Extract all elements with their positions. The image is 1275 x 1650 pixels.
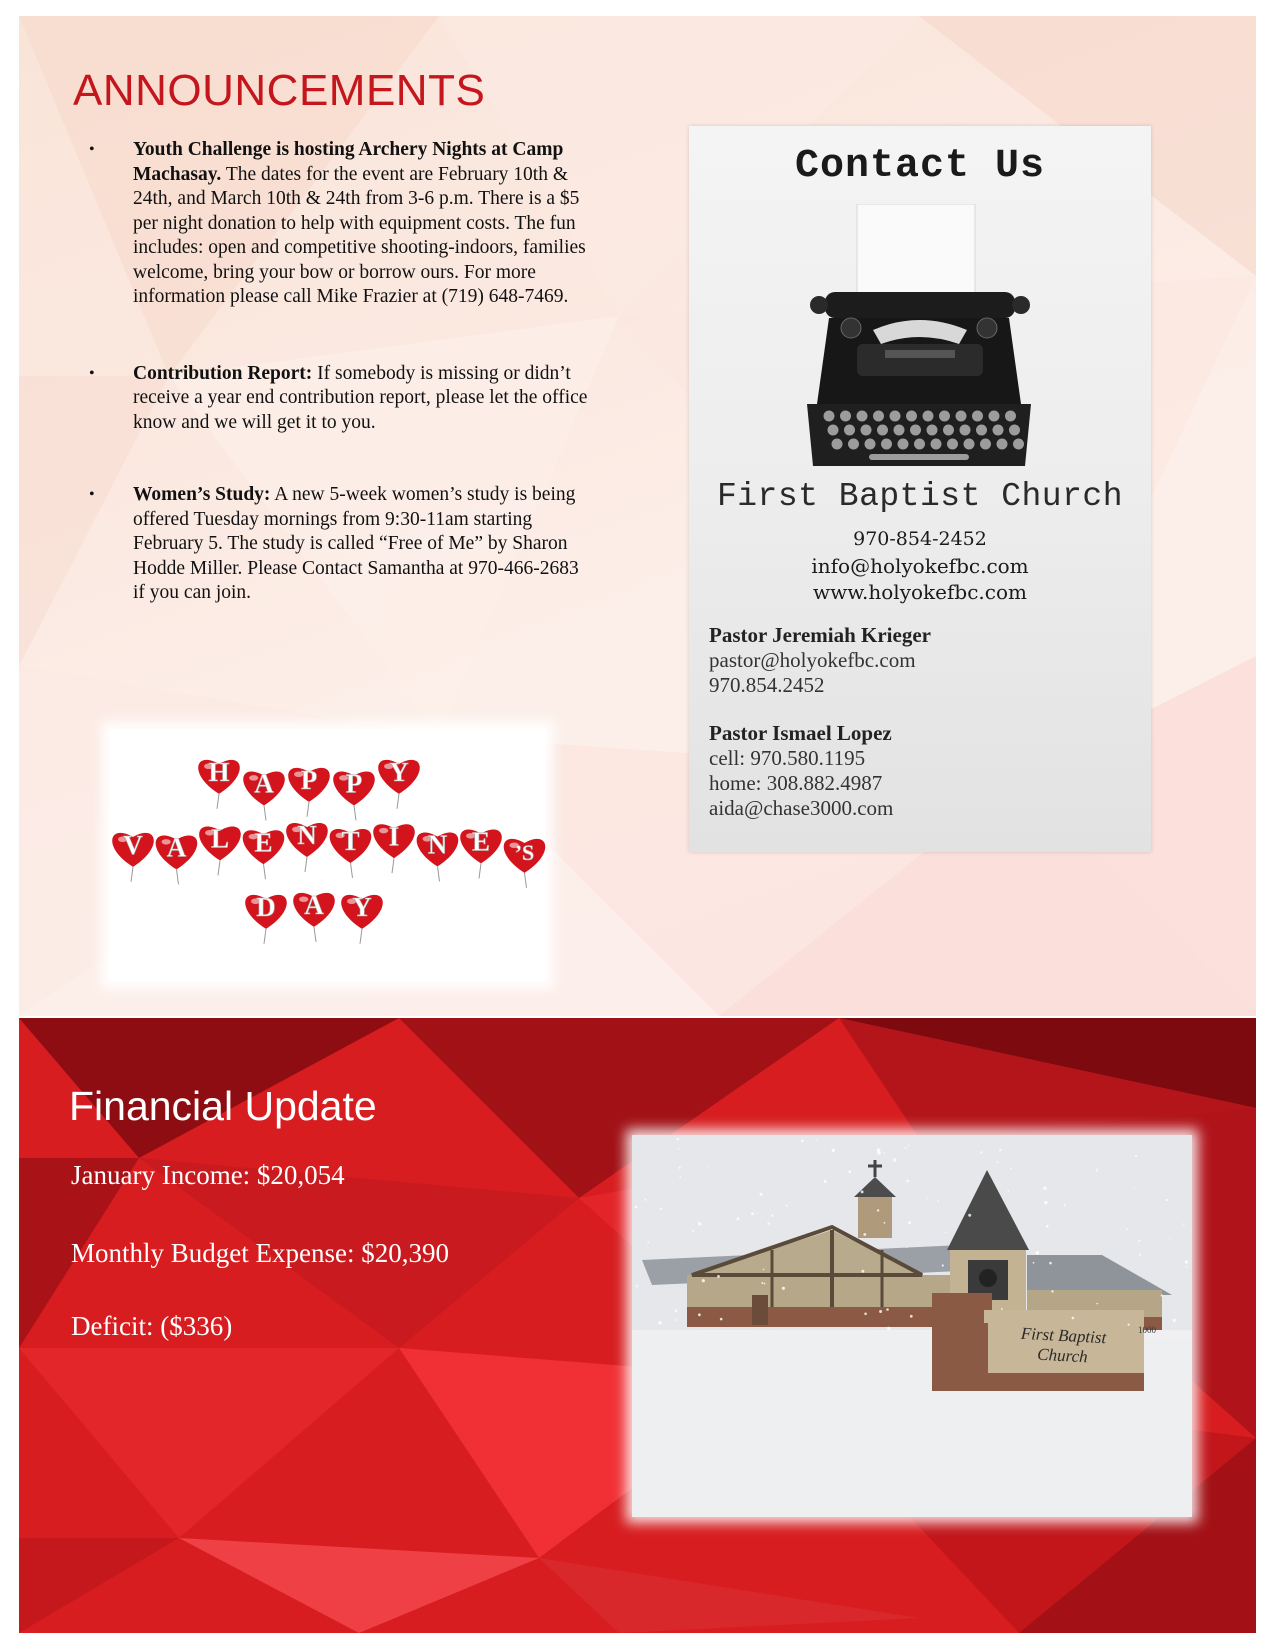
- balloon-string: [177, 869, 179, 884]
- snowflake: [863, 1233, 866, 1236]
- pastor-name: Pastor Jeremiah Krieger: [709, 623, 931, 647]
- balloon-string: [354, 806, 356, 821]
- snowflake: [771, 1214, 773, 1216]
- typewriter-key: [923, 411, 934, 422]
- snowflake: [1044, 1201, 1047, 1204]
- balloon-string: [218, 860, 220, 875]
- church-email[interactable]: info@holyokefbc.com: [811, 554, 1029, 578]
- snowflake: [1138, 1240, 1140, 1242]
- snowflake: [698, 1222, 701, 1225]
- heart-letter: N: [297, 820, 317, 851]
- snowflake: [879, 1310, 882, 1313]
- snowflake: [1185, 1260, 1188, 1263]
- financial-title: Financial Update: [69, 1083, 377, 1129]
- pastor-home: home: 308.882.4987: [709, 771, 883, 795]
- deficit-line: Deficit: ($336): [71, 1311, 233, 1341]
- sign-number: 1000: [1138, 1325, 1156, 1335]
- announcements-panel: [19, 16, 1256, 1016]
- pastor-block: [709, 721, 893, 821]
- snowflake: [767, 1222, 769, 1224]
- snowflake: [893, 1158, 896, 1161]
- snowflake: [1036, 1251, 1040, 1255]
- contact-card: [689, 126, 1151, 852]
- snowflake: [862, 1270, 865, 1273]
- heart-balloon: [245, 892, 287, 944]
- typewriter-key: [865, 439, 876, 450]
- heart-letter: ’S: [514, 840, 535, 865]
- heart-letter: A: [254, 768, 274, 799]
- balloon-string: [392, 858, 394, 873]
- snowflake: [763, 1269, 765, 1271]
- announcements-list: [73, 138, 593, 654]
- snowflake: [635, 1206, 638, 1209]
- typewriter-spacebar: [869, 454, 969, 460]
- church-building-image: [632, 1135, 1192, 1517]
- heart-balloon: [198, 757, 240, 809]
- typewriter-key: [906, 411, 917, 422]
- snowflake: [1166, 1199, 1168, 1201]
- heart-letter: E: [254, 827, 273, 858]
- typewriter-key: [956, 411, 967, 422]
- list-item: [73, 138, 593, 310]
- heart-letter: Y: [389, 757, 409, 787]
- snowflake: [910, 1315, 913, 1318]
- typewriter-key: [881, 439, 892, 450]
- heart-balloon: [373, 821, 415, 873]
- balloon-string: [217, 794, 219, 809]
- balloon-string: [479, 863, 481, 878]
- snowflake: [1064, 1204, 1066, 1206]
- financial-panel: [19, 1018, 1256, 1633]
- snowflake: [751, 1212, 754, 1215]
- typewriter-key: [972, 411, 983, 422]
- heart-balloon: [330, 826, 372, 878]
- balloon-string: [351, 863, 353, 878]
- snowflake: [1135, 1155, 1137, 1157]
- snowflake: [698, 1313, 701, 1316]
- pastor-email[interactable]: aida@chase3000.com: [709, 796, 894, 820]
- snowflake: [997, 1161, 999, 1163]
- typewriter-key: [989, 411, 1000, 422]
- church-name: First Baptist Church: [716, 478, 1124, 515]
- balloon-string: [264, 864, 266, 879]
- snowflake: [848, 1170, 851, 1173]
- snowflake: [761, 1282, 763, 1284]
- typewriter-key: [943, 425, 954, 436]
- pastor-cell: cell: 970.580.1195: [709, 746, 866, 770]
- church-photo: [632, 1135, 1192, 1517]
- typewriter-key: [877, 425, 888, 436]
- snowflake: [1096, 1170, 1098, 1172]
- typewriter-key: [1005, 411, 1016, 422]
- heart-balloon: [243, 827, 285, 879]
- snowflake: [1033, 1262, 1035, 1264]
- balloon-string: [525, 873, 527, 888]
- typewriter-icon: [799, 204, 1039, 474]
- snowflake: [1139, 1254, 1141, 1256]
- list-item: [73, 362, 593, 436]
- snowflake: [1133, 1187, 1134, 1188]
- snowflake: [645, 1199, 647, 1201]
- snowflake: [905, 1147, 907, 1149]
- typewriter-key: [861, 425, 872, 436]
- pastor-block: [709, 623, 931, 698]
- heart-letter: P: [300, 765, 318, 795]
- snowflake: [737, 1218, 740, 1221]
- snowflake: [679, 1176, 681, 1178]
- heart-letter: E: [471, 826, 491, 857]
- snowflake: [968, 1214, 971, 1217]
- typewriter-key: [840, 411, 851, 422]
- snowflake: [1010, 1168, 1012, 1170]
- heart-letter: T: [341, 826, 360, 857]
- heart-letter: D: [256, 892, 276, 922]
- heart-letter: I: [388, 821, 400, 852]
- income-line: January Income: $20,054: [71, 1160, 345, 1190]
- heart-shine: [379, 828, 388, 834]
- snowflake: [887, 1327, 890, 1330]
- snowflake: [782, 1287, 785, 1290]
- heart-balloon: [504, 839, 546, 888]
- church-phone: 970-854-2452: [853, 528, 987, 550]
- typewriter-key: [914, 439, 925, 450]
- church-website[interactable]: www.holyokefbc.com: [813, 580, 1027, 604]
- heart-letter: P: [345, 768, 363, 799]
- snowflake: [660, 1208, 662, 1210]
- typewriter-key: [997, 439, 1008, 450]
- heart-letter: L: [210, 823, 230, 854]
- heart-balloon: [460, 827, 502, 879]
- typewriter-key: [993, 425, 1004, 436]
- snowflake: [942, 1264, 944, 1266]
- typewriter-key: [828, 425, 839, 436]
- heart-balloon: [199, 824, 241, 876]
- snowflake: [877, 1148, 881, 1152]
- valentine-hearts: [109, 729, 546, 981]
- item-body: A new 5-week women’s study is being offered Tuesday mornings from 9:30-11am starting February 5. The study is called “Free of Me” by Sharon Hodde Miller. Please Contact Samantha at 970-466-2683 if you can join.: [133, 484, 579, 603]
- snowflake: [720, 1318, 723, 1321]
- valentine-image: [109, 729, 546, 981]
- snowflake: [636, 1285, 638, 1287]
- snowflake: [678, 1148, 680, 1150]
- snowflake: [675, 1310, 678, 1313]
- snowflake: [1186, 1266, 1188, 1268]
- pastor-name: Pastor Ismael Lopez: [709, 721, 892, 745]
- typewriter-key: [844, 425, 855, 436]
- pastor-email[interactable]: pastor@holyokefbc.com: [709, 648, 916, 672]
- snowflake: [938, 1200, 940, 1202]
- item-heading: Contribution Report:: [133, 362, 313, 384]
- balloon-string: [307, 802, 309, 817]
- snowflake: [908, 1221, 911, 1224]
- snowflake: [1173, 1319, 1176, 1322]
- balloon-string: [360, 929, 362, 944]
- snowflake: [832, 1149, 835, 1152]
- snowflake: [824, 1180, 827, 1183]
- sign-text: First Baptist Church: [1020, 1323, 1107, 1367]
- typewriter-key: [873, 411, 884, 422]
- snowflake: [886, 1308, 889, 1311]
- snowflake: [708, 1167, 709, 1168]
- snowflake: [760, 1193, 763, 1196]
- heart-balloon: [333, 769, 375, 821]
- snowflake: [980, 1151, 982, 1153]
- balloon-string: [314, 927, 316, 942]
- heart-letter: Y: [352, 892, 372, 922]
- heart-balloon: [341, 892, 383, 944]
- typewriter-key: [964, 439, 975, 450]
- snowflake: [678, 1166, 680, 1168]
- item-heading: Women’s Study:: [133, 484, 271, 505]
- snowflake: [1128, 1324, 1130, 1326]
- heart-balloon: [288, 765, 330, 817]
- contact-title: Contact Us: [794, 144, 1046, 189]
- snowflake: [1096, 1303, 1098, 1305]
- snowflake: [945, 1232, 947, 1234]
- snowflake: [1051, 1290, 1053, 1292]
- item-body: The dates for the event are February 10th & 24th, and March 10th & 24th from 3-6 p.m. There is a $5 per night donation to help with equipment costs. The fun includes: open and competitive shooting-indoors, families welcome, bring your bow or borrow ours. For more information please call Mike Frazier at (719) 648-7469.: [133, 163, 586, 307]
- snowflake: [717, 1275, 720, 1278]
- snowflake: [801, 1140, 804, 1143]
- snowflake: [702, 1279, 705, 1282]
- balloon-string: [264, 929, 266, 944]
- bullet: •: [89, 364, 95, 382]
- typewriter-key: [857, 411, 868, 422]
- snowflake: [1007, 1190, 1009, 1192]
- bullet: •: [89, 141, 95, 158]
- pastor-phone: 970.854.2452: [709, 673, 825, 697]
- heart-balloon: [378, 757, 420, 809]
- snowflake: [1169, 1237, 1170, 1238]
- snowflake: [1001, 1308, 1003, 1310]
- announcements-title: ANNOUNCEMENTS: [73, 66, 486, 115]
- item-body: If somebody is missing or didn’t receive a year end contribution report, please let the office know and we will get it to you.: [133, 362, 588, 433]
- snowflake: [756, 1212, 757, 1213]
- typewriter-key: [931, 439, 942, 450]
- typewriter-key: [824, 411, 835, 422]
- snowflake: [861, 1190, 864, 1193]
- typewriter-key: [832, 439, 843, 450]
- heart-balloon: [293, 890, 335, 942]
- snowflake: [877, 1209, 879, 1211]
- heart-letter: A: [166, 832, 187, 863]
- typewriter-key: [1013, 439, 1024, 450]
- balloon-string: [305, 857, 307, 872]
- snowflake: [677, 1138, 679, 1140]
- heart-balloon: [156, 833, 198, 885]
- typewriter-key: [947, 439, 958, 450]
- heart-balloon: [243, 769, 285, 821]
- snowflake: [1043, 1187, 1046, 1190]
- snowflake: [908, 1145, 910, 1147]
- typewriter-key: [890, 411, 901, 422]
- snowflake: [658, 1321, 662, 1325]
- typewriter-key: [939, 411, 950, 422]
- heart-balloon: [286, 820, 328, 872]
- snowflake: [864, 1313, 867, 1316]
- snowflake: [1097, 1168, 1098, 1169]
- snowflake: [1161, 1294, 1163, 1296]
- snowflake: [906, 1180, 909, 1183]
- newsletter-page: [19, 16, 1256, 1633]
- typewriter-key: [927, 425, 938, 436]
- typewriter-key: [898, 439, 909, 450]
- snowflake: [647, 1242, 649, 1244]
- balloon-string: [131, 867, 133, 882]
- snowflake: [816, 1140, 817, 1141]
- snowflake: [692, 1230, 694, 1232]
- expense-line: Monthly Budget Expense: $20,390: [71, 1238, 449, 1268]
- snowflake: [1072, 1317, 1075, 1320]
- item-heading: Youth Challenge is hosting Archery Nights at Camp Machasay.: [133, 139, 564, 185]
- typewriter-key: [980, 439, 991, 450]
- typewriter-key: [848, 439, 859, 450]
- balloon-string: [264, 806, 266, 821]
- heart-letter: H: [208, 757, 230, 787]
- snowflake: [1183, 1223, 1185, 1225]
- snowflake: [764, 1283, 766, 1285]
- typewriter-key: [960, 425, 971, 436]
- snowflake: [1046, 1225, 1049, 1228]
- snowflake: [676, 1319, 678, 1321]
- typewriter-key: [910, 425, 921, 436]
- heart-letter: A: [304, 890, 324, 920]
- snowflake: [884, 1222, 886, 1224]
- snowflake: [786, 1205, 788, 1207]
- heart-letter: V: [123, 830, 143, 860]
- snowflake: [884, 1152, 885, 1153]
- balloon-string: [438, 866, 440, 881]
- heart-balloon: [417, 830, 459, 882]
- heart-letter: N: [427, 829, 448, 860]
- typewriter-key: [1009, 425, 1020, 436]
- snowflake: [999, 1149, 1001, 1151]
- bullet: •: [89, 486, 95, 503]
- heart-balloon: [112, 830, 154, 882]
- snowflake: [1126, 1228, 1128, 1230]
- snowflake: [906, 1247, 907, 1248]
- balloon-string: [397, 794, 399, 809]
- snowflake: [927, 1197, 928, 1198]
- snowflake: [1049, 1262, 1052, 1265]
- typewriter-key: [894, 425, 905, 436]
- list-item: [73, 483, 593, 606]
- typewriter-key: [976, 425, 987, 436]
